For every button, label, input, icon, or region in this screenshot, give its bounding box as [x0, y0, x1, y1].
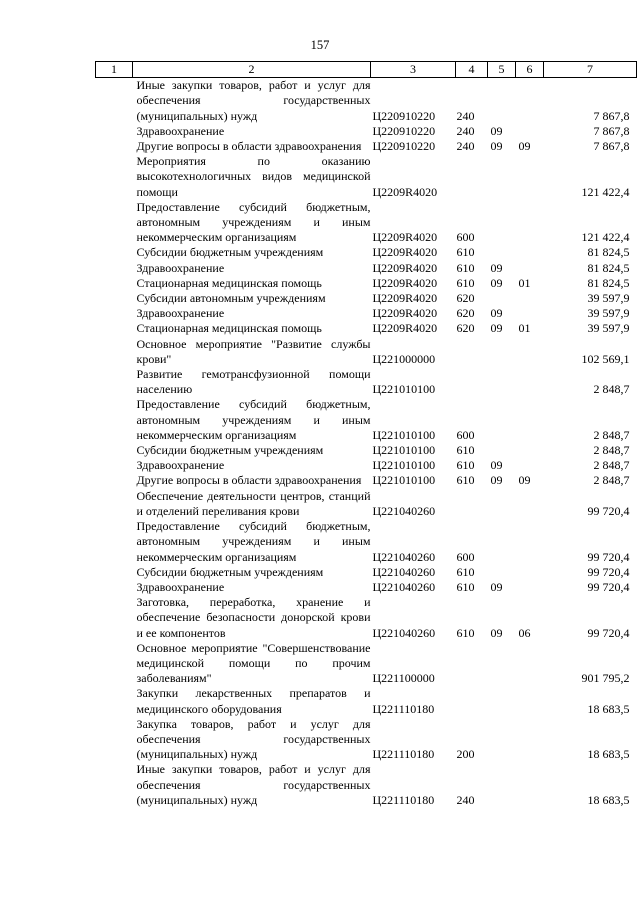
row-pr-cell: 06 — [518, 625, 531, 640]
row-rz-cell — [488, 337, 516, 367]
row-code-cell: Ц221010100 — [372, 382, 436, 397]
row-sum-cell: 7 867,8 — [593, 108, 630, 123]
table-row — [96, 139, 637, 154]
row-code-cell: Ц221110180 — [372, 792, 435, 807]
row-sum-cell: 39 597,9 — [587, 306, 630, 321]
row-code-cell: Ц220910220 — [372, 139, 436, 154]
row-vr-cell: 610 — [456, 443, 475, 458]
header-cell-5: 5 — [488, 62, 516, 78]
table-row — [96, 306, 637, 321]
row-name-cell: Основное мероприятие "Совершенствование медицинской помощи по прочим заболеваниям" — [136, 640, 371, 686]
row-name-cell: Иные закупки товаров, работ и услуг для обеспечения государственных (муниципальных) нужд — [136, 762, 371, 807]
row-name-cell: Другие вопросы в области здравоохранения — [136, 139, 362, 154]
row-pr-cell — [516, 124, 544, 139]
row-sum-cell: 99 720,4 — [587, 579, 630, 594]
row-code-cell: Ц2209R4020 — [372, 260, 438, 275]
row-vr-cell: 610 — [456, 625, 475, 640]
row-code-cell: Ц221010100 — [372, 473, 436, 488]
row-code-cell: Ц221000000 — [372, 351, 436, 366]
row-vr-cell: 240 — [456, 139, 475, 154]
table-row — [96, 595, 637, 641]
row-number-cell — [96, 124, 133, 139]
row-number-cell — [96, 397, 133, 443]
row-rz-cell: 09 — [490, 139, 503, 154]
row-sum-cell: 7 867,8 — [593, 123, 630, 138]
row-rz-cell — [488, 200, 516, 246]
header-cell-1: 1 — [96, 62, 133, 78]
row-name-cell: Стационарная медицинская помощь — [136, 321, 322, 336]
row-pr-cell — [516, 519, 544, 565]
table-row — [96, 276, 637, 291]
row-sum-cell: 901 795,2 — [581, 671, 630, 686]
row-code-cell: Ц2209R4020 — [372, 321, 438, 336]
row-number-cell — [96, 291, 133, 306]
row-rz-cell — [488, 443, 516, 458]
table-row — [96, 641, 637, 687]
row-number-cell — [96, 519, 133, 565]
row-number-cell — [96, 200, 133, 246]
row-rz-cell: 09 — [490, 275, 503, 290]
table-row — [96, 580, 637, 595]
row-sum-cell: 99 720,4 — [587, 503, 630, 518]
row-vr-cell — [456, 337, 488, 367]
row-name-cell: Мероприятия по оказанию высокотехнологичных видов медицинской помощи — [136, 154, 371, 199]
row-rz-cell — [488, 367, 516, 397]
row-rz-cell: 09 — [490, 579, 503, 594]
row-code-cell: Ц220910220 — [372, 108, 436, 123]
row-number-cell — [96, 458, 133, 473]
row-name-cell: Предоставление субсидий бюджетным, автономным учреждениям и иным некоммерческим организациям — [136, 199, 371, 245]
row-pr-cell — [516, 565, 544, 580]
row-vr-cell: 610 — [456, 564, 475, 579]
row-vr-cell: 620 — [456, 306, 475, 321]
row-rz-cell — [488, 245, 516, 260]
row-number-cell — [96, 245, 133, 260]
row-name-cell: Здравоохранение — [136, 306, 225, 321]
table-row — [96, 78, 637, 124]
row-name-cell: Основное мероприятие "Развитие службы крови" — [136, 336, 371, 366]
row-vr-cell — [456, 154, 488, 200]
row-rz-cell — [488, 519, 516, 565]
row-pr-cell: 01 — [518, 275, 531, 290]
row-vr-cell: 610 — [456, 458, 475, 473]
row-number-cell — [96, 443, 133, 458]
row-pr-cell — [516, 458, 544, 473]
row-pr-cell — [516, 337, 544, 367]
row-number-cell — [96, 717, 133, 763]
table-row — [96, 124, 637, 139]
row-vr-cell — [456, 489, 488, 519]
row-sum-cell: 18 683,5 — [587, 747, 630, 762]
row-rz-cell: 09 — [490, 260, 503, 275]
row-pr-cell: 09 — [518, 139, 531, 154]
row-sum-cell: 81 824,5 — [587, 245, 630, 260]
row-rz-cell: 09 — [490, 123, 503, 138]
row-number-cell — [96, 321, 133, 336]
row-pr-cell — [516, 154, 544, 200]
row-rz-cell: 09 — [490, 306, 503, 321]
row-pr-cell — [516, 291, 544, 306]
row-name-cell: Субсидии бюджетным учреждениям — [136, 564, 324, 579]
table-row — [96, 473, 637, 488]
row-pr-cell: 09 — [518, 473, 531, 488]
row-pr-cell — [516, 78, 544, 124]
row-name-cell: Стационарная медицинская помощь — [136, 275, 322, 290]
row-name-cell: Субсидии бюджетным учреждениям — [136, 443, 324, 458]
row-code-cell: Ц221040260 — [372, 564, 436, 579]
row-rz-cell — [488, 489, 516, 519]
table-row — [96, 686, 637, 716]
row-name-cell: Субсидии бюджетным учреждениям — [136, 245, 324, 260]
row-sum-cell: 81 824,5 — [587, 275, 630, 290]
row-sum-cell: 121 422,4 — [581, 230, 630, 245]
row-vr-cell: 610 — [456, 579, 475, 594]
table-row — [96, 367, 637, 397]
row-name-cell: Закупки лекарственных препаратов и медицинского оборудования — [136, 686, 371, 716]
row-name-cell: Обеспечение деятельности центров, станций и отделений переливания крови — [136, 488, 371, 518]
table-row — [96, 762, 637, 808]
row-rz-cell — [488, 565, 516, 580]
row-rz-cell: 09 — [490, 321, 503, 336]
row-sum-cell: 2 848,7 — [593, 458, 630, 473]
row-vr-cell: 620 — [456, 291, 475, 306]
row-pr-cell — [516, 245, 544, 260]
row-code-cell: Ц221010100 — [372, 443, 436, 458]
row-name-cell: Предоставление субсидий бюджетным, автономным учреждениям и иным некоммерческим организациям — [136, 519, 371, 564]
table-row — [96, 717, 637, 763]
table-row — [96, 321, 637, 336]
row-vr-cell: 240 — [456, 108, 475, 123]
row-code-cell: Ц221040260 — [372, 503, 436, 518]
table-row — [96, 489, 637, 519]
row-code-cell: Ц221010100 — [372, 458, 436, 473]
row-pr-cell — [516, 762, 544, 808]
row-rz-cell — [488, 686, 516, 716]
header-cell-3: 3 — [371, 62, 456, 78]
row-sum-cell: 39 597,9 — [587, 291, 630, 306]
row-number-cell — [96, 276, 133, 291]
row-vr-cell: 200 — [456, 747, 475, 762]
row-sum-cell: 2 848,7 — [593, 427, 630, 442]
row-name-cell: Закупка товаров, работ и услуг для обеспечения государственных (муниципальных) нужд — [136, 716, 371, 762]
row-number-cell — [96, 686, 133, 716]
row-sum-cell: 2 848,7 — [593, 382, 630, 397]
row-pr-cell: 01 — [518, 321, 531, 336]
row-sum-cell: 102 569,1 — [581, 351, 630, 366]
header-cell-4: 4 — [456, 62, 488, 78]
row-code-cell: Ц221040260 — [372, 549, 436, 564]
row-pr-cell — [516, 641, 544, 687]
row-vr-cell — [456, 686, 488, 716]
row-name-cell: Здравоохранение — [136, 123, 225, 138]
table-row — [96, 154, 637, 200]
row-rz-cell — [488, 78, 516, 124]
table-row — [96, 519, 637, 565]
row-sum-cell: 99 720,4 — [587, 549, 630, 564]
row-code-cell: Ц221110180 — [372, 747, 435, 762]
row-number-cell — [96, 473, 133, 488]
row-number-cell — [96, 595, 133, 641]
table-row — [96, 337, 637, 367]
row-code-cell: Ц2209R4020 — [372, 275, 438, 290]
row-vr-cell: 240 — [456, 123, 475, 138]
row-number-cell — [96, 154, 133, 200]
row-name-cell: Здравоохранение — [136, 260, 225, 275]
row-pr-cell — [516, 306, 544, 321]
row-code-cell: Ц2209R4020 — [372, 291, 438, 306]
row-code-cell: Ц2209R4020 — [372, 306, 438, 321]
table-row — [96, 245, 637, 260]
row-vr-cell: 610 — [456, 260, 475, 275]
row-code-cell: Ц221100000 — [372, 671, 435, 686]
row-vr-cell: 240 — [456, 792, 475, 807]
row-sum-cell: 39 597,9 — [587, 321, 630, 336]
row-code-cell: Ц220910220 — [372, 123, 436, 138]
header-cell-6: 6 — [516, 62, 544, 78]
row-name-cell: Другие вопросы в области здравоохранения — [136, 473, 362, 488]
row-sum-cell: 7 867,8 — [593, 139, 630, 154]
row-sum-cell: 2 848,7 — [593, 473, 630, 488]
row-pr-cell — [516, 489, 544, 519]
row-name-cell: Предоставление субсидий бюджетным, автономным учреждениям и иным некоммерческим организациям — [136, 397, 371, 442]
row-vr-cell: 610 — [456, 473, 475, 488]
row-number-cell — [96, 367, 133, 397]
row-vr-cell: 610 — [456, 245, 475, 260]
row-name-cell: Здравоохранение — [136, 458, 225, 473]
row-code-cell: Ц221040260 — [372, 579, 436, 594]
row-sum-cell: 121 422,4 — [581, 184, 630, 199]
row-rz-cell: 09 — [490, 458, 503, 473]
row-rz-cell — [488, 641, 516, 687]
header-cell-2: 2 — [133, 62, 371, 78]
row-vr-cell: 620 — [456, 321, 475, 336]
row-code-cell: Ц221040260 — [372, 625, 436, 640]
row-code-cell: Ц2209R4020 — [372, 184, 438, 199]
row-code-cell: Ц221110180 — [372, 701, 435, 716]
row-vr-cell — [456, 641, 488, 687]
row-name-cell: Субсидии автономным учреждениям — [136, 291, 326, 306]
page-number: 157 — [310, 38, 330, 52]
table-row — [96, 443, 637, 458]
row-number-cell — [96, 337, 133, 367]
table-row — [96, 261, 637, 276]
row-sum-cell: 81 824,5 — [587, 260, 630, 275]
row-sum-cell: 2 848,7 — [593, 443, 630, 458]
row-rz-cell — [488, 397, 516, 443]
row-number-cell — [96, 580, 133, 595]
table-header-row — [96, 62, 637, 78]
row-code-cell: Ц2209R4020 — [372, 230, 438, 245]
row-rz-cell: 09 — [490, 625, 503, 640]
row-vr-cell: 600 — [456, 427, 475, 442]
row-pr-cell — [516, 200, 544, 246]
budget-table — [95, 61, 637, 808]
row-pr-cell — [516, 261, 544, 276]
row-number-cell — [96, 489, 133, 519]
row-name-cell: Иные закупки товаров, работ и услуг для обеспечения государственных (муниципальных) нужд — [136, 78, 371, 123]
row-name-cell: Здравоохранение — [136, 579, 225, 594]
row-number-cell — [96, 261, 133, 276]
row-sum-cell: 18 683,5 — [587, 792, 630, 807]
row-pr-cell — [516, 580, 544, 595]
row-pr-cell — [516, 717, 544, 763]
header-cell-7: 7 — [544, 62, 637, 78]
row-number-cell — [96, 641, 133, 687]
table-row — [96, 458, 637, 473]
row-rz-cell — [488, 717, 516, 763]
row-sum-cell: 99 720,4 — [587, 564, 630, 579]
row-number-cell — [96, 565, 133, 580]
row-pr-cell — [516, 443, 544, 458]
row-rz-cell — [488, 762, 516, 808]
table-row — [96, 291, 637, 306]
row-code-cell: Ц2209R4020 — [372, 245, 438, 260]
row-rz-cell: 09 — [490, 473, 503, 488]
row-sum-cell: 18 683,5 — [587, 701, 630, 716]
row-sum-cell: 99 720,4 — [587, 625, 630, 640]
table-row — [96, 397, 637, 443]
row-rz-cell — [488, 291, 516, 306]
row-vr-cell — [456, 367, 488, 397]
row-name-cell: Заготовка, переработка, хранение и обеспечение безопасности донорской крови и ее компонентов — [136, 595, 371, 640]
table-row — [96, 565, 637, 580]
row-number-cell — [96, 762, 133, 808]
row-vr-cell: 600 — [456, 549, 475, 564]
row-name-cell: Развитие гемотрансфузионной помощи населению — [136, 367, 371, 397]
row-number-cell — [96, 306, 133, 321]
row-pr-cell — [516, 686, 544, 716]
row-pr-cell — [516, 367, 544, 397]
row-code-cell: Ц221010100 — [372, 427, 436, 442]
row-vr-cell: 610 — [456, 275, 475, 290]
table-row — [96, 200, 637, 246]
row-vr-cell: 600 — [456, 230, 475, 245]
row-number-cell — [96, 78, 133, 124]
row-rz-cell — [488, 154, 516, 200]
row-number-cell — [96, 139, 133, 154]
row-pr-cell — [516, 397, 544, 443]
